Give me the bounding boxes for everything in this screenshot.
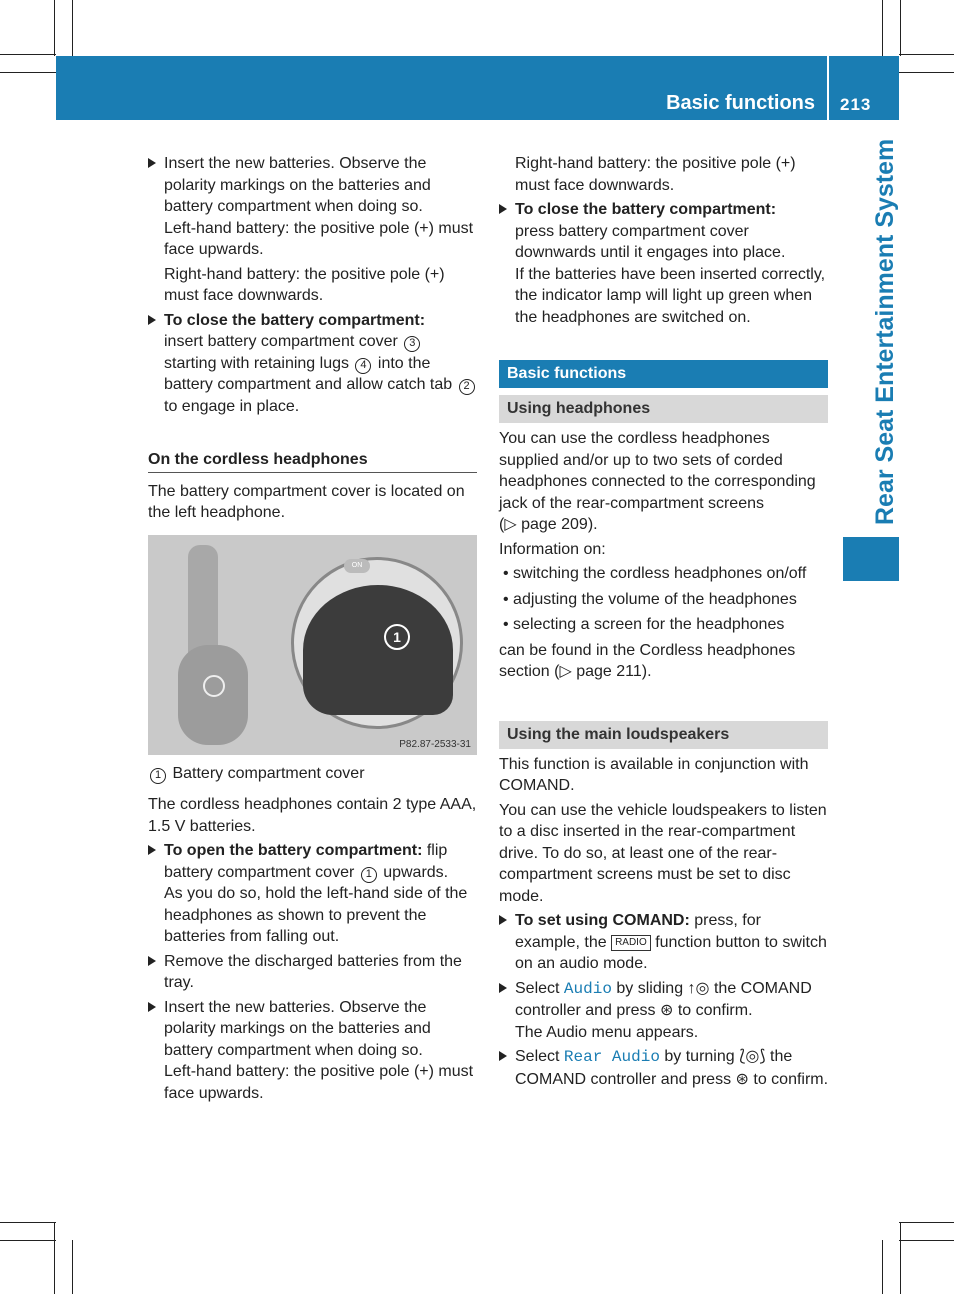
paragraph: can be found in the Cordless headphones section (▷ page 211).: [499, 641, 796, 680]
crop-mark: [899, 72, 954, 73]
step-text: the COMAND controller and press: [515, 1048, 793, 1088]
crop-mark: [54, 0, 55, 56]
step-text: by turning: [664, 1048, 735, 1065]
step-arrow-icon: [148, 845, 156, 855]
controller-turn-icon: ⟅◎⟆: [739, 1048, 766, 1065]
chapter-title: Rear Seat Entertainment System: [871, 138, 899, 525]
header-title: Basic functions: [666, 92, 815, 114]
step-text: starting with retaining lugs: [164, 354, 349, 372]
crop-mark: [899, 1222, 954, 1223]
step-text: into the battery compartment and allow catch tab: [164, 354, 453, 393]
paragraph: Information on:: [499, 540, 606, 558]
crop-mark: [0, 1240, 56, 1241]
instruction-step: [148, 840, 478, 948]
list-item: • adjusting the volume of the headphones: [503, 590, 797, 608]
instruction-step: [148, 997, 478, 1105]
figure-callout: 1: [384, 624, 410, 650]
step-text: The Audio menu appears.: [515, 1023, 699, 1041]
step-text: Select: [515, 979, 560, 997]
callout-number: 4: [355, 358, 371, 374]
crop-mark: [899, 1240, 954, 1241]
header-divider: [827, 56, 829, 120]
step-text: upwards.: [383, 863, 449, 881]
step-text: to confirm.: [677, 1002, 753, 1019]
step-text: Left-hand battery: the positive pole (+) must face upwards.: [164, 1063, 474, 1102]
paragraph: [499, 428, 829, 536]
step-text: Select: [515, 1048, 560, 1065]
step-text: function button to switch on an audio mode.: [515, 933, 827, 972]
crop-mark: [900, 1222, 901, 1294]
paragraph: The cordless headphones contain 2 type AAA, 1.5 V batteries.: [148, 796, 477, 835]
step-text: As you do so, hold the left-hand side of the headphones as shown to prevent the batteries from falling out.: [164, 885, 468, 945]
crop-mark: [0, 1222, 56, 1223]
instruction-step: [148, 310, 478, 418]
step-text: Insert the new batteries. Observe the polarity markings on the batteries and battery compartment when doing so.: [164, 998, 431, 1059]
instruction-step: [499, 910, 829, 975]
controller-press-icon: ⊛: [735, 1070, 749, 1088]
on-button-label: ON: [344, 559, 370, 573]
list-item: • selecting a screen for the headphones: [503, 616, 785, 633]
figure-code: P82.87-2533-31: [399, 738, 471, 750]
paragraph-text: You can use the cordless headphones supplied and/or up to two sets of corded headphones connected to the corresponding jack of the rear-compartment screens: [499, 430, 816, 512]
step-title: To open the battery compartment:: [164, 842, 423, 859]
step-arrow-icon: [148, 315, 156, 325]
figure-caption: [148, 763, 478, 785]
left-column: [148, 153, 478, 1107]
step-text: Left-hand battery: the positive pole (+) must face upwards.: [164, 219, 474, 258]
logo-icon: [203, 675, 225, 697]
controller-slide-icon: ↑◎: [687, 979, 710, 997]
instruction-step: [499, 978, 829, 1044]
step-text: press, for example, the: [515, 912, 761, 951]
step-text: flip battery compartment cover: [164, 842, 448, 881]
section-heading: On the cordless headphones: [148, 449, 477, 473]
paragraph: The battery compartment cover is located on the left headphone.: [148, 482, 465, 521]
crop-mark: [72, 0, 73, 56]
crop-mark: [899, 54, 954, 55]
crop-mark: [882, 0, 883, 56]
step-text: If the batteries have been inserted correctly, the indicator lamp will light up green when the headphones are switched on.: [515, 265, 826, 326]
chapter-tab: [843, 537, 899, 581]
section-heading-blue: Basic functions: [499, 360, 828, 388]
crop-mark: [0, 54, 56, 55]
list-item-text: switching the cordless headphones on/off: [513, 565, 807, 582]
page-number: 213: [840, 95, 872, 114]
subsection-heading: Using the main loudspeakers: [499, 721, 828, 749]
callout-number: 2: [459, 379, 475, 395]
callout-number: 3: [404, 336, 420, 352]
step-text: Right-hand battery: the positive pole (+) must face downwards.: [164, 265, 445, 304]
step-text: by sliding: [616, 979, 684, 997]
crop-mark: [900, 0, 901, 56]
step-title: To close the battery compartment:: [164, 311, 426, 329]
battery-cover-shape: [303, 585, 453, 715]
step-arrow-icon: [499, 983, 507, 993]
page-header: [56, 56, 899, 120]
step-text: to confirm.: [753, 1070, 829, 1088]
chapter-side-title: [842, 120, 899, 530]
callout-number: 1: [361, 867, 377, 883]
crop-mark: [882, 1240, 883, 1294]
step-arrow-icon: [148, 1002, 156, 1012]
headphones-figure: [148, 535, 477, 755]
crop-mark: [54, 1222, 55, 1294]
instruction-step-continued: [499, 153, 829, 196]
instruction-step: [499, 1046, 829, 1090]
paragraph: You can use the vehicle loudspeakers to listen to a disc inserted in the rear-compartment drive. To do so, at least one of the rear-compartment screens must be set to disc mode.: [499, 801, 827, 905]
crop-mark: [72, 1240, 73, 1294]
step-title: To set using COMAND:: [515, 912, 690, 929]
step-text: Remove the discharged batteries from the tray.: [164, 952, 462, 991]
instruction-step: [148, 153, 478, 307]
subsection-heading: Using headphones: [499, 395, 828, 423]
list-item: • switching the cordless headphones on/off: [503, 565, 807, 582]
right-column: [499, 153, 829, 1093]
page-reference: (▷ page 209).: [499, 516, 598, 533]
radio-key-icon: RADIO: [611, 935, 651, 951]
callout-number: 1: [150, 768, 166, 784]
step-text: the COMAND controller and press: [515, 979, 812, 1019]
caption-text: Battery compartment cover: [172, 764, 365, 782]
step-text: insert battery compartment cover: [164, 333, 398, 350]
menu-item-audio: Audio: [563, 979, 612, 998]
step-arrow-icon: [499, 204, 507, 214]
step-text: to engage in place.: [164, 397, 300, 415]
paragraph: This function is available in conjunction with COMAND.: [499, 755, 809, 794]
controller-press-icon: ⊛: [659, 1002, 674, 1019]
crop-mark: [0, 72, 56, 73]
step-arrow-icon: [499, 915, 507, 925]
step-arrow-icon: [499, 1051, 507, 1061]
step-title: To close the battery compartment:: [515, 201, 777, 218]
step-text: Right-hand battery: the positive pole (+) must face downwards.: [515, 155, 796, 194]
step-arrow-icon: [148, 956, 156, 966]
list-item-text: selecting a screen for the headphones: [513, 616, 785, 633]
step-text: Insert the new batteries. Observe the polarity markings on the batteries and battery compartment when doing so.: [164, 155, 431, 215]
instruction-step: [148, 951, 478, 994]
step-text: press battery compartment cover downwards until it engages into place.: [515, 222, 786, 261]
list-item-text: adjusting the volume of the headphones: [513, 590, 797, 608]
instruction-step: [499, 199, 829, 328]
menu-item-rear-audio: Rear Audio: [563, 1048, 660, 1066]
step-arrow-icon: [148, 158, 156, 168]
